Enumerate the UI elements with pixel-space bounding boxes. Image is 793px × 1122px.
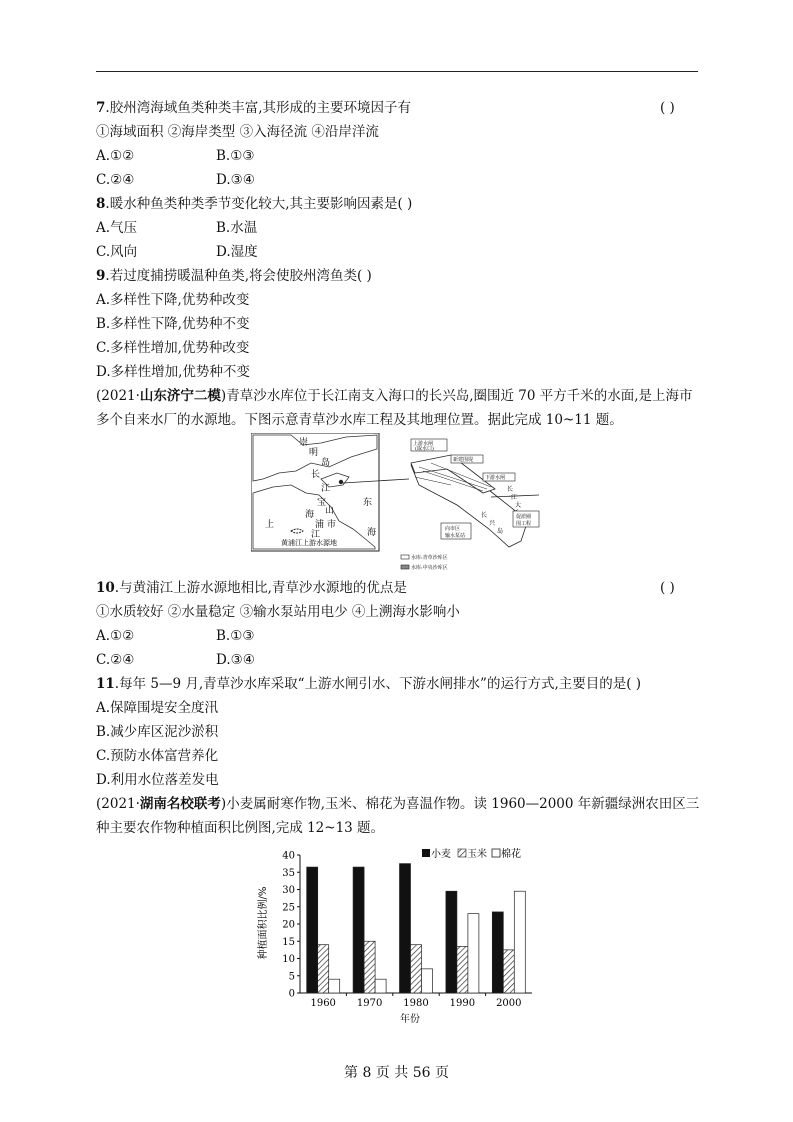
y-tick-label: 35 bbox=[282, 867, 295, 879]
q11-option-c: C.预防水体富营养化 bbox=[96, 748, 219, 764]
bar-cotton bbox=[329, 979, 340, 993]
y-tick-label: 40 bbox=[282, 850, 295, 862]
inset-label: 促淤圈 bbox=[516, 514, 532, 520]
q9-option-a: A.多样性下降,优势种改变 bbox=[96, 292, 250, 308]
bar-corn bbox=[364, 941, 375, 993]
bar-corn bbox=[411, 945, 422, 993]
y-tick-label: 15 bbox=[282, 936, 295, 948]
inset-label: 新建围堤 bbox=[453, 457, 474, 463]
q10-option-d: D.③④ bbox=[216, 652, 255, 668]
y-tick-label: 10 bbox=[282, 954, 295, 965]
inset-label: 兴 bbox=[489, 520, 496, 527]
q7-items: ①海域面积 ②海岸类型 ③入海径流 ④沿岸洋流 bbox=[96, 124, 379, 140]
q8-number: 8 bbox=[96, 196, 106, 212]
inset-label: 长 bbox=[481, 512, 488, 519]
intro1-prefix: (2021· bbox=[96, 388, 140, 404]
y-tick-label: 5 bbox=[288, 971, 295, 983]
q9-option-d: D.多样性增加,优势种不变 bbox=[96, 364, 250, 380]
q7-text: .胶州湾海域鱼类种类丰富,其形成的主要环境因子有 bbox=[105, 100, 411, 116]
q9-option-c: C.多样性增加,优势种改变 bbox=[96, 340, 250, 356]
intro1-suffix: )青草沙水库位于长江南支入海口的长兴岛,圈围近 70 平方千米的水面,是上海市 bbox=[220, 388, 693, 404]
map-label: 长 bbox=[311, 470, 321, 480]
q11-number: 11 bbox=[96, 676, 115, 692]
q7-option-d: D.③④ bbox=[216, 172, 255, 188]
inset-label: 下游水闸 bbox=[485, 475, 506, 481]
reservoir-dot bbox=[339, 480, 343, 484]
q10-option-c: C.②④ bbox=[96, 652, 135, 668]
x-tick-label: 1990 bbox=[449, 998, 476, 1009]
inset-label: 江 bbox=[511, 494, 518, 501]
y-tick-label: 30 bbox=[282, 885, 295, 896]
q7-option-a: A.①② bbox=[96, 148, 135, 164]
intro2-prefix: (2021· bbox=[96, 796, 140, 812]
q8-option-a: A.气压 bbox=[96, 220, 138, 236]
bar-cotton bbox=[375, 979, 386, 993]
map-label: 江 bbox=[321, 484, 331, 494]
q8-option-c: C.风向 bbox=[96, 244, 138, 260]
inset-label: 围工程 bbox=[516, 521, 532, 527]
q8-option-d: D.湿度 bbox=[216, 244, 258, 260]
inset-label: 向市区 bbox=[445, 526, 461, 532]
q11-stem bbox=[96, 675, 641, 693]
q10-text: .与黄浦江上游水源地相比,青草沙水源地的优点是 bbox=[114, 580, 407, 596]
inset-label: 岛 bbox=[497, 528, 504, 535]
q10-options-row2 bbox=[96, 651, 336, 669]
crop-area-chart bbox=[250, 845, 550, 1030]
q10-items: ①水质较好 ②水量稳定 ③输水泵站用电少 ④上溯海水影响小 bbox=[96, 604, 460, 620]
map-label: 明 bbox=[309, 448, 319, 458]
header-rule bbox=[96, 71, 698, 72]
q11-option-b: B.减少库区泥沙淤积 bbox=[96, 724, 219, 740]
q9-text: .若过度捕捞暖温种鱼类,将会使胶州湾鱼类( ) bbox=[105, 268, 372, 284]
q11-text: .每年 5—9 月,青草沙水库采取“上游水闸引水、下游水闸排水”的运行方式,主要目的是( ) bbox=[114, 676, 642, 692]
bar-cotton bbox=[422, 969, 433, 993]
q8-options-row2 bbox=[96, 243, 336, 261]
q8-option-b: B.水温 bbox=[216, 220, 258, 236]
q7-stem bbox=[96, 99, 411, 117]
inset-label: (取水口) bbox=[415, 446, 434, 452]
y-tick-label: 0 bbox=[288, 988, 295, 1000]
y-tick-label: 25 bbox=[282, 902, 295, 914]
chart-legend bbox=[422, 847, 521, 860]
bar-cotton bbox=[468, 914, 479, 993]
q7-options-row1 bbox=[96, 147, 336, 165]
bar-corn bbox=[457, 946, 468, 993]
legend-swatch bbox=[401, 565, 409, 569]
map-label: 岛 bbox=[321, 458, 331, 468]
intro2-source: 湖南名校联考 bbox=[139, 796, 221, 812]
inset-label: 输水泵站 bbox=[445, 533, 466, 539]
y-tick-label: 20 bbox=[282, 919, 295, 931]
map-label: 上 bbox=[265, 520, 275, 530]
q10-answer-paren: ( ) bbox=[660, 580, 675, 596]
q10-stem bbox=[96, 579, 407, 597]
bar-wheat bbox=[446, 891, 457, 993]
q9-number: 9 bbox=[96, 268, 106, 284]
reservoir-map bbox=[251, 433, 543, 575]
q10-options-row1 bbox=[96, 627, 336, 645]
legend-swatch bbox=[401, 555, 409, 559]
x-tick-label: 1960 bbox=[310, 998, 336, 1009]
intro2-line1 bbox=[96, 795, 699, 813]
bar-corn bbox=[503, 950, 514, 993]
intro2-line2: 种主要农作物种植面积比例图,完成 12~13 题。 bbox=[96, 820, 385, 836]
legend-corn: 玉米 bbox=[467, 849, 487, 860]
map-label: 山 bbox=[325, 506, 335, 516]
q8-text: .暖水种鱼类种类季节变化较大,其主要影响因素是( ) bbox=[105, 196, 413, 212]
map-legend-label: 水库:青草沙库区 bbox=[411, 555, 448, 561]
inset-label: 大 bbox=[515, 502, 522, 509]
intro1-source: 山东济宁二模 bbox=[139, 388, 221, 404]
legend-wheat: 小麦 bbox=[431, 849, 451, 860]
q8-options-row1 bbox=[96, 219, 336, 237]
intro2-suffix: )小麦属耐寒作物,玉米、棉花为喜温作物。读 1960—2000 年新疆绿洲农田区三 bbox=[220, 796, 700, 812]
q10-option-a: A.①② bbox=[96, 628, 135, 644]
map-label: 浦 bbox=[315, 520, 325, 530]
legend-cotton: 棉花 bbox=[501, 849, 521, 860]
chart-xlabel: 年份 bbox=[400, 1014, 420, 1025]
page-footer: 第 8 页 共 56 页 bbox=[344, 1065, 449, 1081]
inset-label: 上游水闸 bbox=[413, 441, 434, 447]
bar-wheat bbox=[307, 867, 318, 993]
map-label: 崇 bbox=[299, 438, 309, 448]
q9-option-b: B.多样性下降,优势种不变 bbox=[96, 316, 250, 332]
map-label: 市 bbox=[327, 520, 337, 530]
q11-option-d: D.利用水位落差发电 bbox=[96, 772, 219, 788]
intro1-line1 bbox=[96, 387, 693, 405]
q7-option-c: C.②④ bbox=[96, 172, 135, 188]
bar-wheat bbox=[400, 864, 411, 993]
q7-answer-paren: ( ) bbox=[660, 100, 675, 116]
map-label: 黄浦江上游水源地 bbox=[281, 539, 337, 547]
intro1-line2: 多个自来水厂的水源地。下图示意青草沙水库工程及其地理位置。据此完成 10~11 题。 bbox=[96, 412, 623, 428]
bar-wheat bbox=[353, 867, 364, 993]
map-label: 东 bbox=[363, 498, 373, 508]
x-tick-label: 2000 bbox=[496, 998, 522, 1009]
q7-option-b: B.①③ bbox=[216, 148, 255, 164]
q7-number: 7 bbox=[96, 100, 106, 116]
bar-wheat bbox=[492, 912, 503, 993]
map-label: 江 bbox=[311, 530, 321, 540]
map-legend-label: 水库:中央沙库区 bbox=[411, 565, 448, 571]
q9-stem bbox=[96, 267, 372, 285]
q10-option-b: B.①③ bbox=[216, 628, 255, 644]
q11-option-a: A.保障围堤安全度汛 bbox=[96, 700, 219, 716]
x-tick-label: 1970 bbox=[356, 998, 383, 1009]
legend-swatch-cotton bbox=[492, 849, 500, 857]
bar-cotton bbox=[514, 891, 525, 993]
legend-swatch-corn bbox=[458, 849, 466, 857]
q7-options-row2 bbox=[96, 171, 336, 189]
bar-corn bbox=[318, 945, 329, 993]
legend-swatch-wheat bbox=[422, 849, 430, 857]
inset-label: 长 bbox=[507, 486, 514, 493]
chart-ylabel: 种植面积比例/% bbox=[258, 886, 269, 960]
map-label: 海 bbox=[305, 510, 315, 520]
map-label: 海 bbox=[367, 528, 377, 538]
map-label: 宝 bbox=[317, 498, 327, 508]
q8-stem bbox=[96, 195, 412, 213]
x-tick-label: 1980 bbox=[403, 998, 429, 1009]
q10-number: 10 bbox=[96, 580, 115, 596]
chart-bars bbox=[307, 864, 526, 993]
